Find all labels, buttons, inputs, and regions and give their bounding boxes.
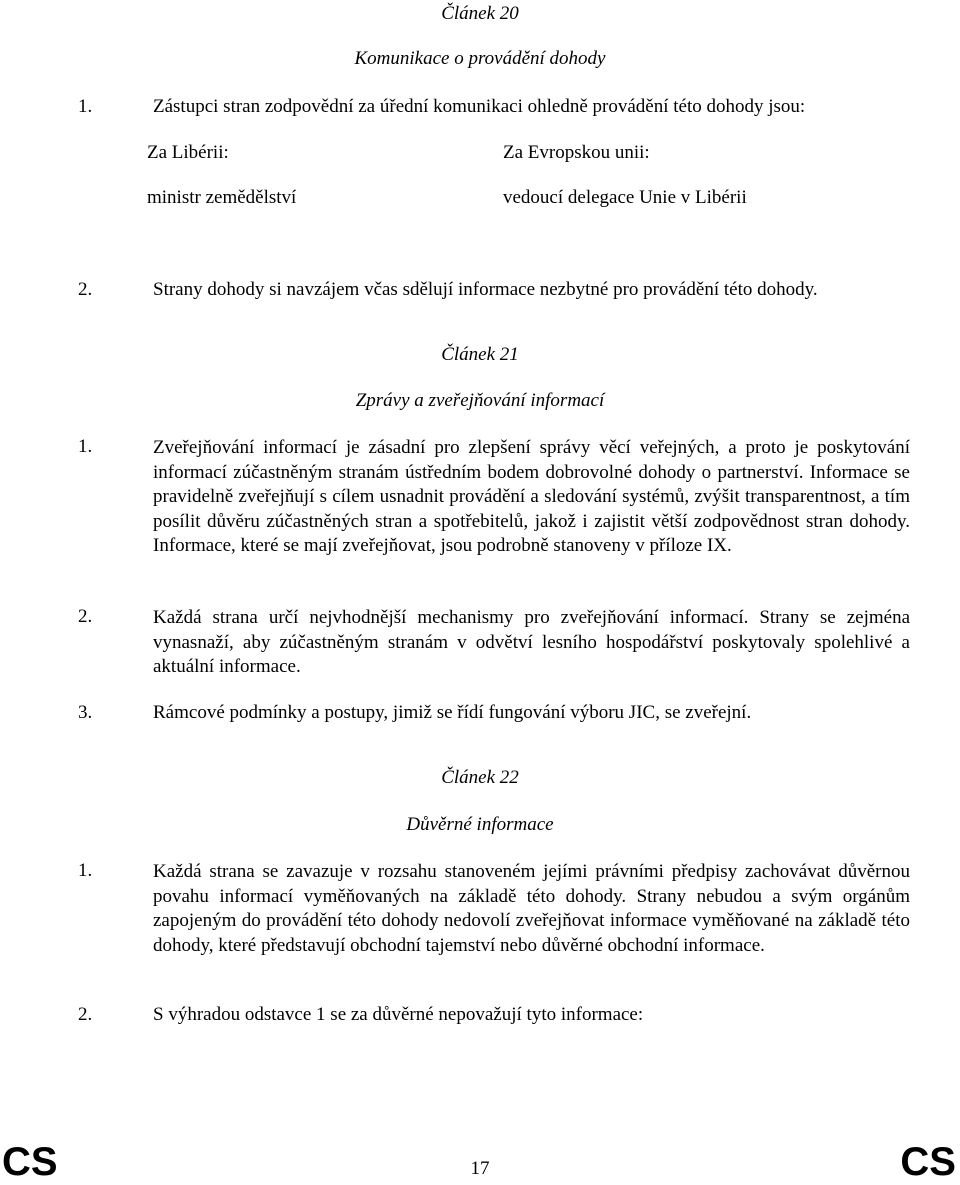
article-21-para-3-text: Rámcové podmínky a postupy, jimiž se řídí fungování výboru JIC, se zveřejní. — [153, 702, 752, 723]
article-22-para-2-number: 2. — [78, 1004, 93, 1025]
article-21-para-1-text: Zveřejňování informací je zásadní pro zlepšení správy věcí veřejných, a proto je poskytování informací zúčastněným stranám ústředním bodem dobrovolné dohody o partnerství. Informace se pravidelně zveřejňují s cílem usnadnit provádění a sledování systémů, zvýšit transparentnost, a tím posílit důvěru zúčastněných stran a spotřebitelů, jakož i zajistit větší zodpovědnost stran dohody. Informace, které se mají zveřejňovat, jsou podrobně stanoveny v příloze IX. — [153, 437, 910, 556]
article-22-para-1-number: 1. — [78, 860, 93, 881]
eu-label: Za Evropskou unii: — [503, 142, 650, 163]
article-22-para-1-text: Každá strana se zavazuje v rozsahu stanoveném jejími právními předpisy zachovávat důvěrnou povahu informací vyměňovaných na základě této dohody. Strany nebudou a svým orgánům zapojeným do provádění této dohody nedovolí zveřejňovat informace vyměňované na základě této dohody, které představují obchodní tajemství nebo důvěrné obchodní informace. — [153, 861, 910, 956]
liberia-representative: ministr zemědělství — [147, 187, 297, 208]
page-number: 17 — [470, 1158, 490, 1179]
article-20-para-1-text: Zástupci stran zodpovědní za úřední komunikaci ohledně provádění této dohody jsou: — [153, 96, 806, 117]
article-21-heading: Článek 21 — [441, 344, 519, 365]
article-22-para-2-text: S výhradou odstavce 1 se za důvěrné nepovažují tyto informace: — [153, 1004, 644, 1025]
article-21-para-1-number: 1. — [78, 436, 93, 457]
article-20-heading: Článek 20 — [441, 3, 519, 24]
liberia-label: Za Libérii: — [147, 142, 229, 163]
article-21-para-3-number: 3. — [78, 702, 93, 723]
footer-language-left: CS — [2, 1140, 58, 1184]
article-22-heading: Článek 22 — [441, 767, 519, 788]
eu-representative: vedoucí delegace Unie v Libérii — [503, 187, 747, 208]
article-22-title: Důvěrné informace — [406, 814, 554, 835]
article-21-title: Zprávy a zveřejňování informací — [355, 390, 605, 411]
article-20-para-1-number: 1. — [78, 96, 93, 117]
article-20-para-2-number: 2. — [78, 279, 93, 300]
article-20-para-2-text: Strany dohody si navzájem včas sdělují informace nezbytné pro provádění této dohody. — [153, 279, 818, 300]
article-20-title: Komunikace o provádění dohody — [354, 48, 606, 69]
footer-language-right: CS — [900, 1140, 956, 1184]
article-21-para-2-number: 2. — [78, 606, 93, 627]
article-21-para-2-text: Každá strana určí nejvhodnější mechanismy pro zveřejňování informací. Strany se zejména vynasnaží, aby zúčastněným stranám v odvětví lesního hospodářství poskytovaly spolehlivé a aktuální informace. — [153, 607, 910, 677]
